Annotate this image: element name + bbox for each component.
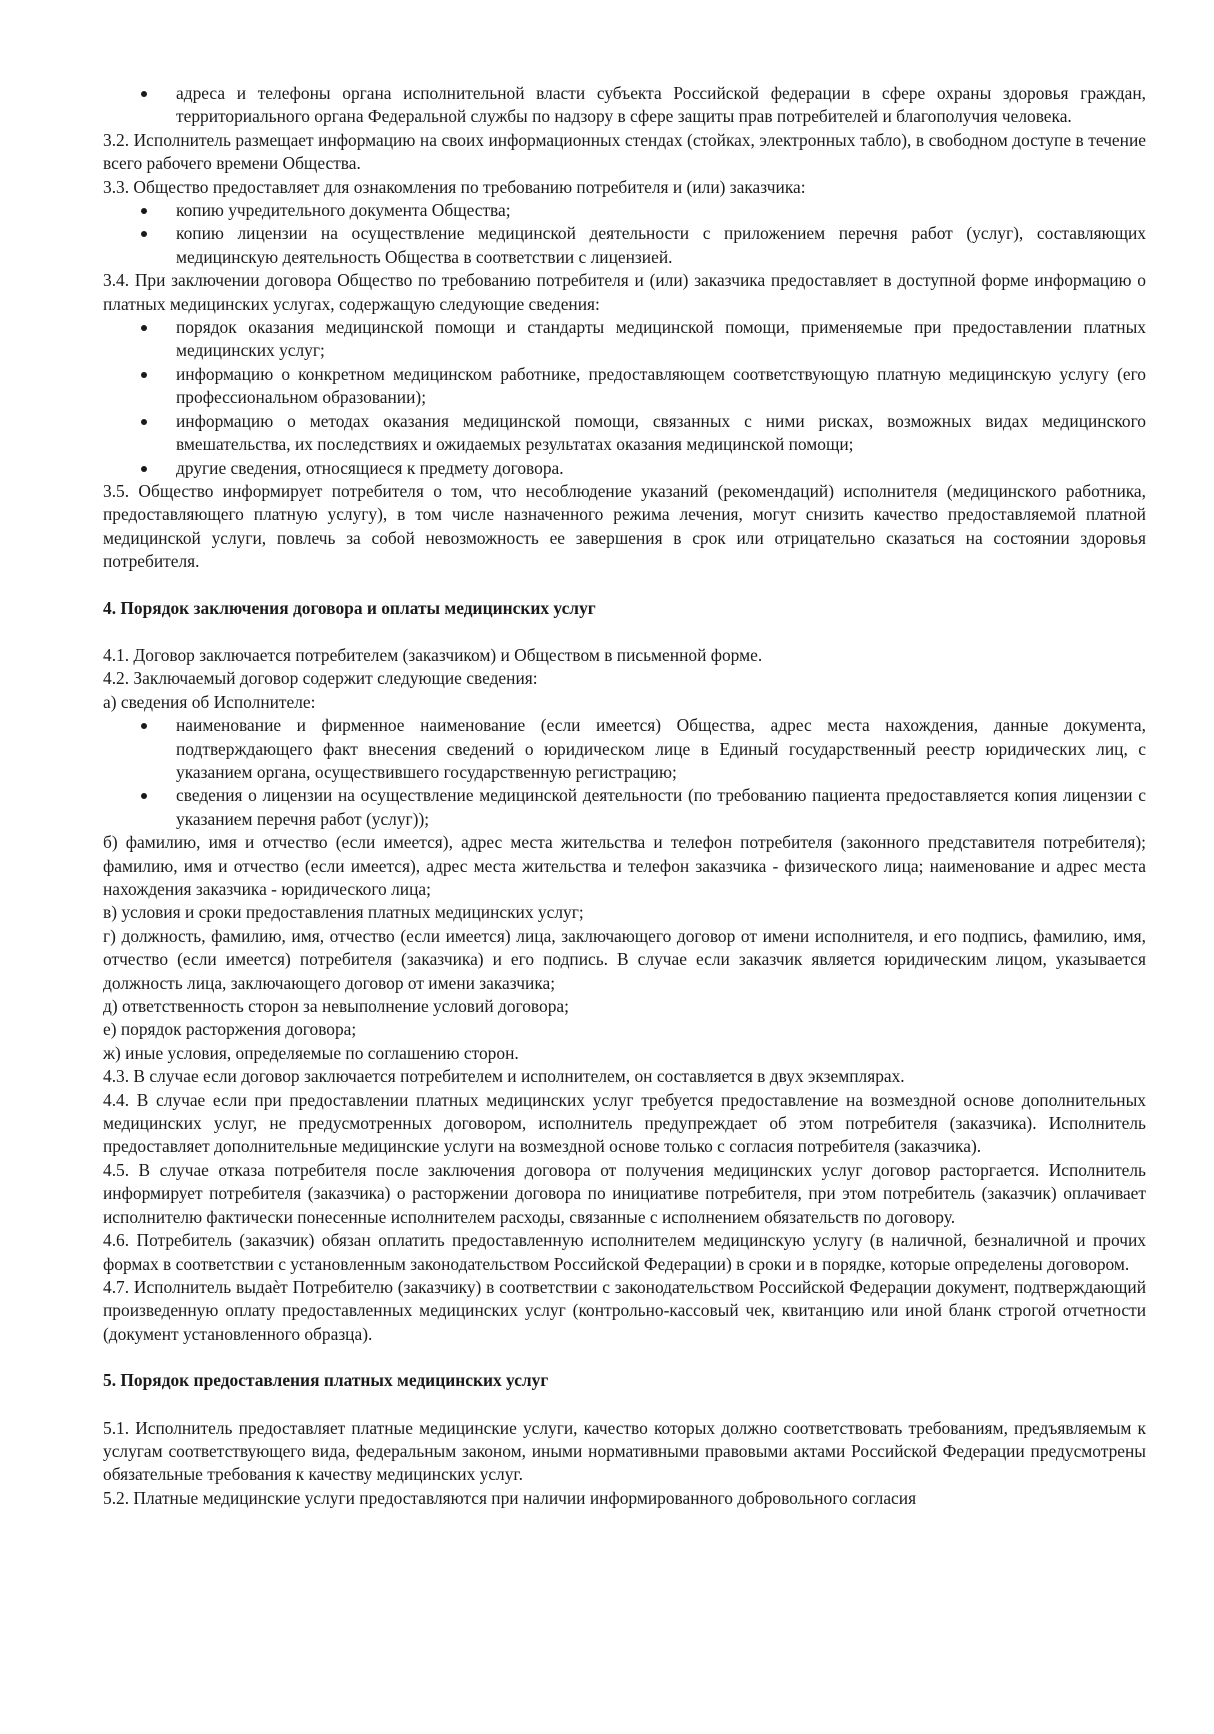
paragraph-4-1: 4.1. Договор заключается потребителем (заказчиком) и Обществом в письменной форме.	[103, 644, 763, 665]
paragraph-3-5: 3.5. Общество информирует потребителя о том, что несоблюдение указаний (рекомендаций) исполнителя (медицинского работника, предоставляющего платную услугу), в том числе назначенного режима лечения, могут снизить качество предоставляемой платной медицинской услуги, повлечь за собой невозможность ее завершения в срок или отрицательно сказаться на состоянии здоровья потребителя.	[103, 480, 1146, 572]
bullet-icon	[141, 325, 147, 331]
list-item	[103, 714, 1146, 784]
bullet-icon	[141, 419, 147, 425]
paragraph-4-2-d: д) ответственность сторон за невыполнение условий договора;	[103, 996, 569, 1017]
list-item	[103, 199, 1146, 222]
bullet-icon	[141, 91, 147, 97]
paragraph-4-6: 4.6. Потребитель (заказчик) обязан оплатить предоставленную исполнителем медицинскую услугу (в наличной, безналичной и прочих формах в соответствии с установленным законодательством Российской Федерации) в сроки и в порядке, которые определены договором.	[103, 1230, 1146, 1274]
paragraph-4-2-v: в) условия и сроки предоставления платных медицинских услуг;	[103, 902, 584, 923]
bullet-list-executor-info	[103, 714, 1146, 831]
bullet-text: наименование и фирменное наименование (если имеется) Общества, адрес места нахождения, данные документа, подтверждающего факт внесения сведений о юридическом лице в Единый государственный реестр юридических лиц, с указанием органа, осуществившего государственную регистрацию;	[176, 715, 1146, 782]
bullet-icon	[141, 466, 147, 472]
list-item	[103, 222, 1146, 269]
bullet-icon	[141, 231, 147, 237]
bullet-text: другие сведения, относящиеся к предмету договора.	[176, 457, 564, 478]
bullet-text: копию учредительного документа Общества;	[176, 200, 511, 221]
paragraph-4-7: 4.7. Исполнитель выдаѐт Потребителю (заказчику) в соответствии с законодательством Российской Федерации документ, подтверждающий произведенную оплату предоставленных медицинских услуг (контрольно-кассовый чек, квитанцию или иной бланк строгой отчетности (документ установленного образца).	[103, 1276, 1146, 1344]
bullet-icon	[141, 372, 147, 378]
paragraph-4-2-b: б) фамилию, имя и отчество (если имеется), адрес места жительства и телефон потребителя (законного представителя потребителя); фамилию, имя и отчество (если имеется), адрес места жительства и телефон заказчика - физического лица; наименование и адрес места нахождения заказчика - юридического лица;	[103, 832, 1146, 899]
bullet-text: порядок оказания медицинской помощи и стандарты медицинской помощи, применяемые при предоставлении платных медицинских услуг;	[176, 317, 1146, 361]
list-item	[103, 316, 1146, 363]
bullet-text: копию лицензии на осуществление медицинской деятельности с приложением перечня работ (услуг), составляющих медицинскую деятельность Общества в соответствии с лицензией.	[176, 223, 1146, 267]
list-item	[103, 410, 1146, 457]
paragraph-4-5: 4.5. В случае отказа потребителя после заключения договора от получения медицинских услуг договор расторгается. Исполнитель информирует потребителя (заказчика) о расторжении договора по инициативе потребителя, при этом потребитель (заказчик) оплачивает исполнителю фактически понесенные исполнителем расходы, связанные с исполнением обязательств по договору.	[103, 1159, 1146, 1227]
paragraph-3-2: 3.2. Исполнитель размещает информацию на своих информационных стендах (стойках, электронных табло), в свободном доступе в течение всего рабочего времени Общества.	[103, 129, 1146, 174]
paragraph-3-4: 3.4. При заключении договора Общество по требованию потребителя и (или) заказчика предоставляет в доступной форме информацию о платных медицинских услугах, содержащую следующие сведения:	[103, 270, 1146, 314]
section-5-heading: 5. Порядок предоставления платных медицинских услуг	[103, 1370, 549, 1391]
bullet-text: адреса и телефоны органа исполнительной власти субъекта Российской федерации в сфере охраны здоровья граждан, территориального органа Федеральной службы по надзору в сфере защиты прав потребителей и благополучия человека.	[176, 83, 1146, 127]
paragraph-4-2-e: е) порядок расторжения договора;	[103, 1019, 357, 1040]
list-item	[103, 784, 1146, 831]
paragraph-5-2: 5.2. Платные медицинские услуги предоставляются при наличии информированного добровольного согласия	[103, 1487, 917, 1508]
bullet-list-3-4	[103, 316, 1146, 480]
list-item	[103, 82, 1146, 129]
bullet-icon	[141, 723, 147, 729]
section-4-heading: 4. Порядок заключения договора и оплаты медицинских услуг	[103, 597, 596, 618]
paragraph-4-2-zh: ж) иные условия, определяемые по соглашению сторон.	[103, 1042, 519, 1063]
bullet-text: сведения о лицензии на осуществление медицинской деятельности (по требованию пациента предоставляется копия лицензии с указанием перечня работ (услуг));	[176, 785, 1146, 829]
bullet-icon	[141, 208, 147, 214]
list-item	[103, 363, 1146, 410]
paragraph-4-2: 4.2. Заключаемый договор содержит следующие сведения:	[103, 668, 538, 689]
paragraph-5-1: 5.1. Исполнитель предоставляет платные медицинские услуги, качество которых должно соответствовать требованиям, предъявляемым к услугам соответствующего вида, федеральным законом, иными нормативными правовыми актами Российской Федерации предусмотрены обязательные требования к качеству медицинских услуг.	[103, 1417, 1146, 1485]
bullet-icon	[141, 793, 147, 799]
bullet-text: информацию о конкретном медицинском работнике, предоставляющем соответствующую платную медицинскую услугу (его профессиональном образовании);	[176, 363, 1146, 408]
list-item	[103, 457, 1146, 480]
paragraph-4-4: 4.4. В случае если при предоставлении платных медицинских услуг требуется предоставление на возмездной основе дополнительных медицинских услуг, не предусмотренных договором, исполнитель предупреждает об этом потребителя (заказчика). Исполнитель предоставляет дополнительные медицинские услуги на возмездной основе только с согласия потребителя (заказчика).	[103, 1089, 1146, 1157]
paragraph-4-3: 4.3. В случае если договор заключается потребителем и исполнителем, он составляется в двух экземплярах.	[103, 1066, 905, 1087]
paragraph-4-2-a: а) сведения об Исполнителе:	[103, 691, 316, 712]
paragraph-4-2-g: г) должность, фамилию, имя, отчество (если имеется) лица, заключающего договор от имени исполнителя, и его подпись, фамилию, имя, отчество (если имеется) потребителя (заказчика) и его подпись. В случае если заказчик является юридическим лицом, указывается должность лица, заключающего договор от имени заказчика;	[103, 925, 1146, 993]
bullet-text: информацию о методах оказания медицинской помощи, связанных с ними рисках, возможных видах медицинского вмешательства, их последствиях и ожидаемых результатах оказания медицинской помощи;	[176, 410, 1146, 455]
bullet-list-contacts	[103, 82, 1146, 129]
bullet-list-3-3	[103, 199, 1146, 269]
paragraph-3-3: 3.3. Общество предоставляет для ознакомления по требованию потребителя и (или) заказчика:	[103, 176, 806, 197]
